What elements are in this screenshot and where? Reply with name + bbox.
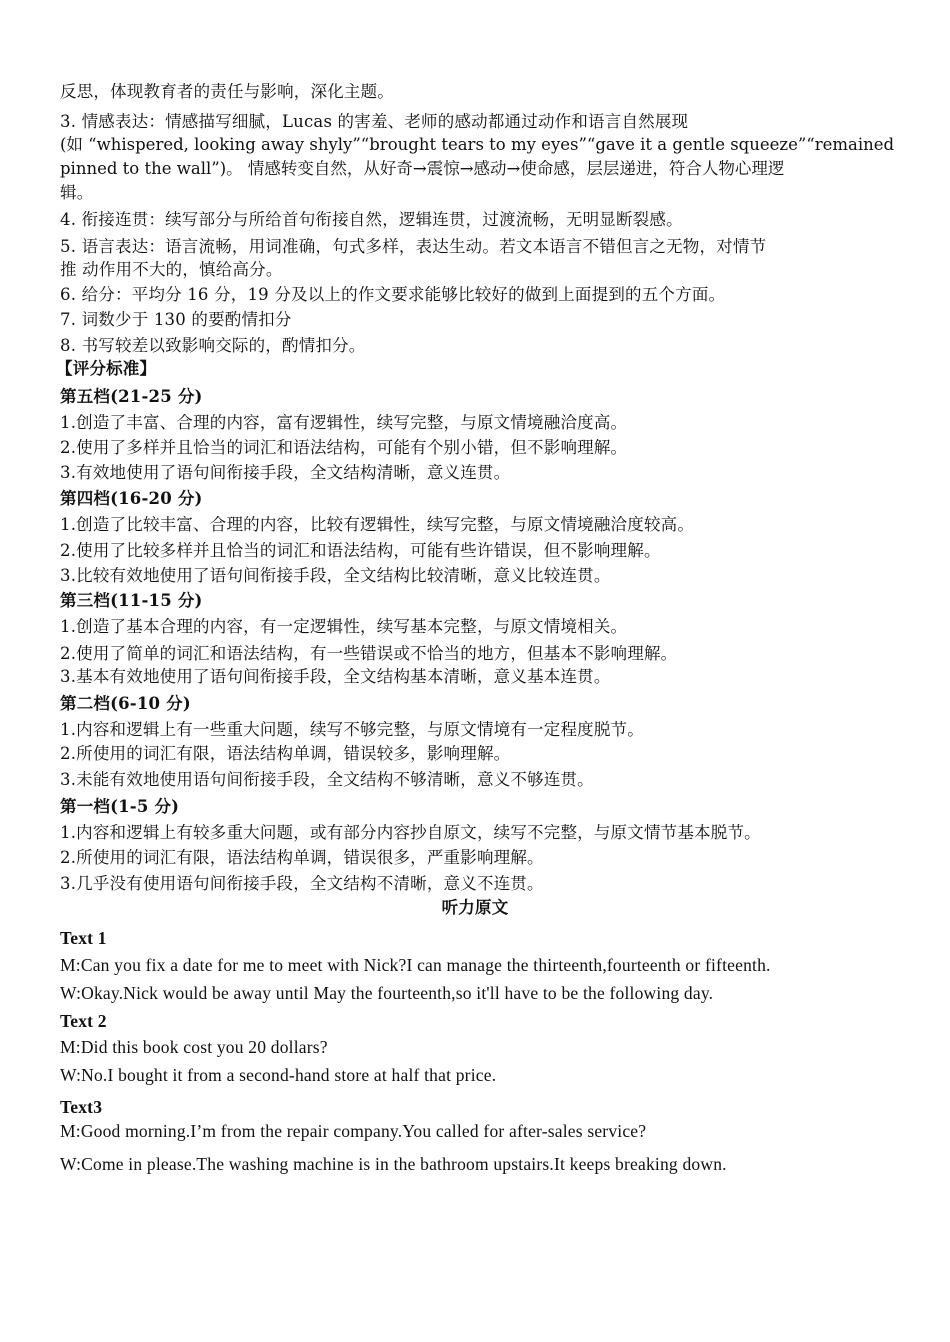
text-3-line-1: M:Good morning.I’m from the repair company.You called for after-sales service?	[60, 1121, 647, 1141]
text-1-label: Text 1	[60, 928, 107, 948]
band-4-item-3: 3.比较有效地使用了语句间衔接手段，全文结构比较清晰，意义比较连贯。	[60, 566, 611, 585]
band-2-item-1: 1.内容和逻辑上有一些重大问题，续写不够完整，与原文情境有一定程度脱节。	[60, 720, 644, 739]
rubric-item-5-line-1: 5. 语言表达：语言流畅，用词准确，句式多样，表达生动。若文本语言不错但言之无物，对情节	[60, 237, 767, 256]
text-3-line-2: W:Come in please.The washing machine is in the bathroom upstairs.It keeps breaking down.	[60, 1154, 727, 1174]
band-4-title: 第四档(16-20 分)	[60, 489, 203, 508]
text-3-label: Text3	[60, 1097, 103, 1117]
band-2-title: 第二档(6-10 分)	[60, 694, 191, 713]
band-3-item-1: 1.创造了基本合理的内容，有一定逻辑性，续写基本完整，与原文情境相关。	[60, 617, 628, 636]
rubric-item-3-line-3: pinned to the wall”)。 情感转变自然，从好奇→震惊→感动→使命感，层层递进，符合人物心理逻	[60, 159, 785, 178]
rubric-item-6: 6. 给分：平均分 16 分，19 分及以上的作文要求能够比较好的做到上面提到的五个方面。	[60, 285, 726, 304]
band-1-item-2: 2.所使用的词汇有限，语法结构单调，错误很多，严重影响理解。	[60, 848, 544, 867]
rubric-item-8: 8. 书写较差以致影响交际的，酌情扣分。	[60, 336, 366, 355]
band-5-item-2: 2.使用了多样并且恰当的词汇和语法结构，可能有个别小错，但不影响理解。	[60, 438, 628, 457]
text-1-line-1: M:Can you fix a date for me to meet with Nick?I can manage the thirteenth,fourteenth or fifteenth.	[60, 955, 771, 975]
band-3-item-2: 2.使用了简单的词汇和语法结构，有一些错误或不恰当的地方，但基本不影响理解。	[60, 644, 678, 663]
band-1-title: 第一档(1-5 分)	[60, 797, 180, 816]
band-3-item-3: 3.基本有效地使用了语句间衔接手段，全文结构基本清晰，意义基本连贯。	[60, 667, 611, 686]
rubric-intro-line: 反思，体现教育者的责任与影响，深化主题。	[60, 82, 394, 101]
rubric-item-7: 7. 词数少于 130 的要酌情扣分	[60, 310, 292, 329]
band-2-item-3: 3.未能有效地使用语句间衔接手段，全文结构不够清晰，意义不够连贯。	[60, 770, 594, 789]
band-4-item-1: 1.创造了比较丰富、合理的内容，比较有逻辑性，续写完整，与原文情境融洽度较高。	[60, 515, 695, 534]
band-2-item-2: 2.所使用的词汇有限，语法结构单调，错误较多，影响理解。	[60, 744, 511, 763]
band-4-item-2: 2.使用了比较多样并且恰当的词汇和语法结构，可能有些许错误，但不影响理解。	[60, 541, 661, 560]
text-2-line-2: W:No.I bought it from a second-hand store at half that price.	[60, 1065, 497, 1085]
band-5-item-1: 1.创造了丰富、合理的内容，富有逻辑性，续写完整，与原文情境融洽度高。	[60, 413, 628, 432]
listening-title: 听力原文	[441, 898, 509, 917]
text-2-label: Text 2	[60, 1011, 107, 1031]
band-5-title: 第五档(21-25 分)	[60, 387, 203, 406]
band-1-item-3: 3.几乎没有使用语句间衔接手段，全文结构不清晰，意义不连贯。	[60, 874, 544, 893]
rubric-item-4: 4. 衔接连贯：续写部分与所给首句衔接自然，逻辑连贯，过渡流畅，无明显断裂感。	[60, 210, 683, 229]
band-3-title: 第三档(11-15 分)	[60, 591, 203, 610]
rubric-item-5-line-2: 推 动作用不大的，慎给高分。	[60, 260, 283, 279]
band-1-item-1: 1.内容和逻辑上有较多重大问题，或有部分内容抄自原文，续写不完整，与原文情节基本脱节。	[60, 823, 761, 842]
rubric-item-3-line-4: 辑。	[60, 183, 94, 202]
text-1-line-2: W:Okay.Nick would be away until May the fourteenth,so it'll have to be the following day.	[60, 983, 714, 1003]
scoring-title: 【评分标准】	[56, 359, 157, 378]
rubric-item-3-line-2: (如 “whispered, looking away shyly”“brought tears to my eyes”“gave it a gentle squeeze”“remained	[60, 135, 895, 154]
band-5-item-3: 3.有效地使用了语句间衔接手段，全文结构清晰，意义连贯。	[60, 463, 511, 482]
rubric-item-3-line-1: 3. 情感表达：情感描写细腻，Lucas 的害羞、老师的感动都通过动作和语言自然展现	[60, 112, 689, 131]
text-2-line-1: M:Did this book cost you 20 dollars?	[60, 1037, 328, 1057]
